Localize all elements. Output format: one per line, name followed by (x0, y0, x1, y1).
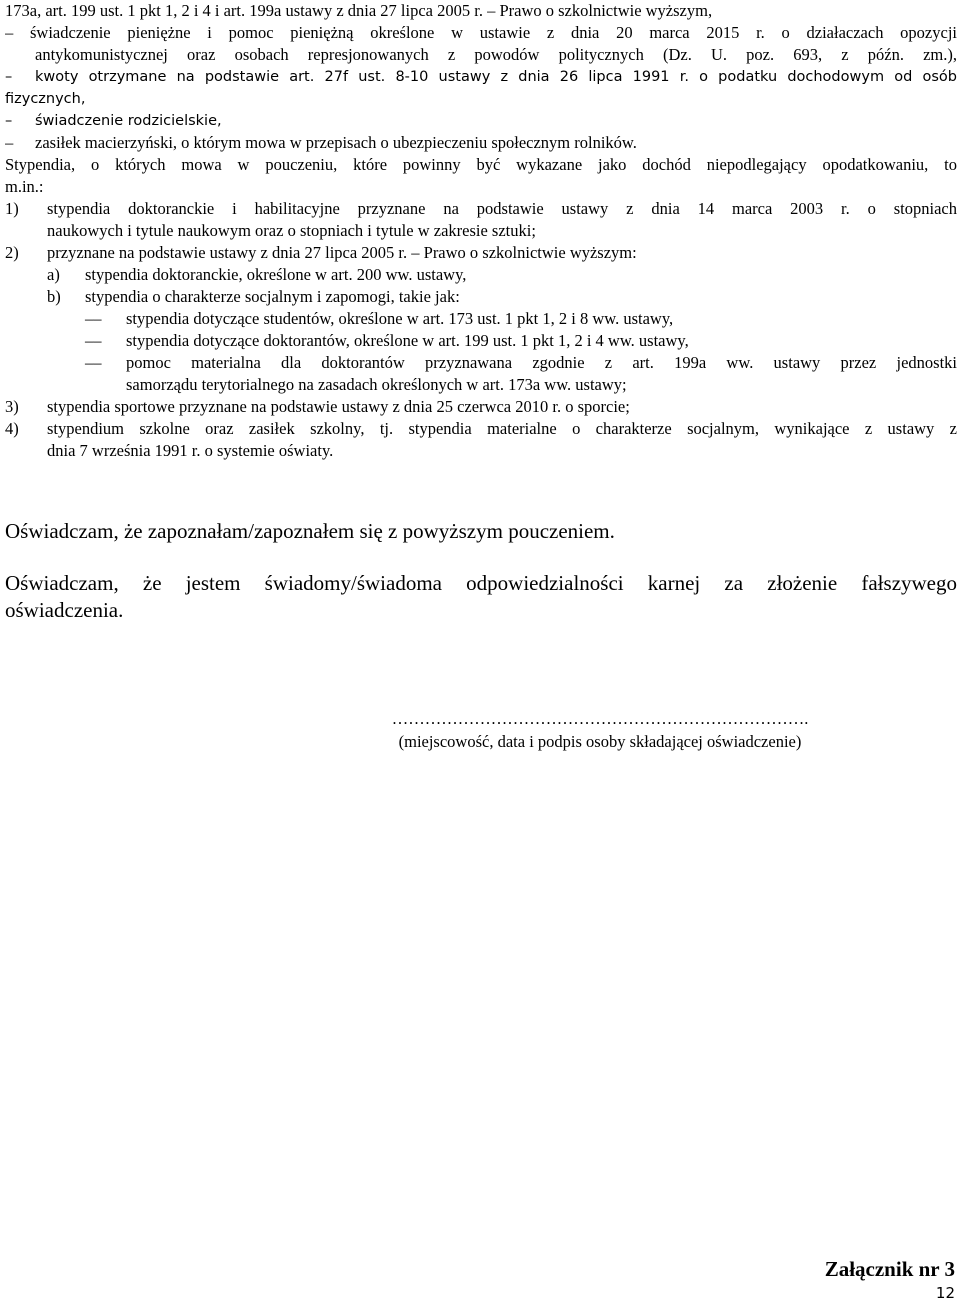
sub-dash-item (5, 308, 957, 330)
statement-text: Oświadczam, że zapoznałam/zapoznałem się z powyższym pouczeniem. (5, 519, 615, 543)
text-line: stypendium szkolne oraz zasiłek szkolny, tj. stypendia materialne o charakterze socjalnym, wynikające z ustawy z (47, 419, 957, 438)
text-line: m.in.: (5, 177, 44, 196)
dash-item (5, 22, 957, 44)
item-number: 1) (5, 199, 19, 218)
item-number: b) (47, 287, 61, 306)
text-line: stypendia o charakterze socjalnym i zapomogi, takie jak: (85, 287, 460, 306)
list-item (5, 396, 957, 418)
annex-title: Załącznik nr 3 (824, 1257, 955, 1281)
text-line: stypendia dotyczące studentów, określone w art. 173 ust. 1 pkt 1, 2 i 8 ww. ustawy, (126, 309, 674, 328)
statement-text: oświadczenia. (5, 598, 124, 622)
dash-item (5, 110, 957, 132)
item-number: 2) (5, 243, 19, 262)
statement-2 (5, 570, 957, 624)
text-line: samorządu terytorialnego na zasadach określonych w art. 173a ww. ustawy; (126, 375, 627, 394)
dash-bullet: – (5, 23, 14, 42)
list-item (5, 242, 957, 264)
dash-item (5, 66, 957, 88)
sub-dash-item (5, 352, 957, 374)
text-line: pomoc materialna dla doktorantów przyznawana zgodnie z art. 199a ww. ustawy przez jednostki (126, 353, 957, 372)
item-number: 4) (5, 419, 19, 438)
text-line: 173a, art. 199 ust. 1 pkt 1, 2 i 4 i art. 199a ustawy z dnia 27 lipca 2005 r. – Prawo o szkolnictwie wyższym, (5, 1, 713, 20)
sub-dash-item (5, 330, 957, 352)
dash-bullet: –– (85, 331, 102, 350)
list-item (5, 198, 957, 220)
text-line: Stypendia, o których mowa w pouczeniu, które powinny być wykazane jako dochód niepodlegający opodatkowaniu, to (5, 155, 957, 174)
text-line: naukowych i tytule naukowym oraz o stopniach i tytule w zakresie sztuki; (47, 221, 536, 240)
signature-caption: (miejscowość, data i podpis osoby składającej oświadczenie) (398, 732, 802, 751)
statement-text: Oświadczam, że jestem świadomy/świadoma odpowiedzialności karnej za złożenie fałszywego (5, 571, 957, 595)
text-line: antykomunistycznej oraz osobach represjonowanych z powodów politycznych (Dz. U. poz. 693, z późn. zm.), (35, 45, 957, 64)
text-line: świadczenie pieniężne i pomoc pieniężną określone w ustawie z dnia 20 marca 2015 r. o działaczach opozycji (30, 23, 957, 42)
item-number: a) (47, 265, 60, 284)
statement-1 (5, 518, 957, 545)
sub-item (5, 264, 957, 286)
dash-bullet: –– (85, 353, 102, 372)
text-line: świadczenie rodzicielskie, (35, 113, 222, 129)
text-line: stypendia dotyczące doktorantów, określone w art. 199 ust. 1 pkt 1, 2 i 4 ww. ustawy, (126, 331, 689, 350)
list-item (5, 418, 957, 440)
stypendia-section (5, 154, 957, 462)
text-line: stypendia doktoranckie i habilitacyjne przyznane na podstawie ustawy z dnia 14 marca 2003 r. o stopniach (47, 199, 957, 218)
text-line: dnia 7 września 1991 r. o systemie oświaty. (47, 441, 334, 460)
dash-bullet: – (5, 113, 13, 129)
signature-dots: …………………………………………………………………. (391, 709, 809, 728)
text-line: fizycznych, (5, 91, 86, 107)
text-line: przyznane na podstawie ustawy z dnia 27 lipca 2005 r. – Prawo o szkolnictwie wyższym: (47, 243, 637, 262)
dash-item (5, 132, 957, 154)
dash-bullet: – (5, 69, 13, 85)
text-line: zasiłek macierzyński, o którym mowa w przepisach o ubezpieczeniu społecznym rolników. (35, 133, 637, 152)
item-number: 3) (5, 397, 19, 416)
sub-item (5, 286, 957, 308)
page-number: 12 (935, 1284, 955, 1302)
text-line: stypendia sportowe przyznane na podstawie ustawy z dnia 25 czerwca 2010 r. o sporcie; (47, 397, 630, 416)
text-line: stypendia doktoranckie, określone w art. 200 ww. ustawy, (85, 265, 467, 284)
top-list (5, 0, 957, 154)
dash-bullet: –– (85, 309, 102, 328)
text-line: kwoty otrzymane na podstawie art. 27f ust. 8-10 ustawy z dnia 26 lipca 1991 r. o podatku dochodowym od osób (35, 69, 957, 85)
dash-bullet: – (5, 133, 14, 152)
